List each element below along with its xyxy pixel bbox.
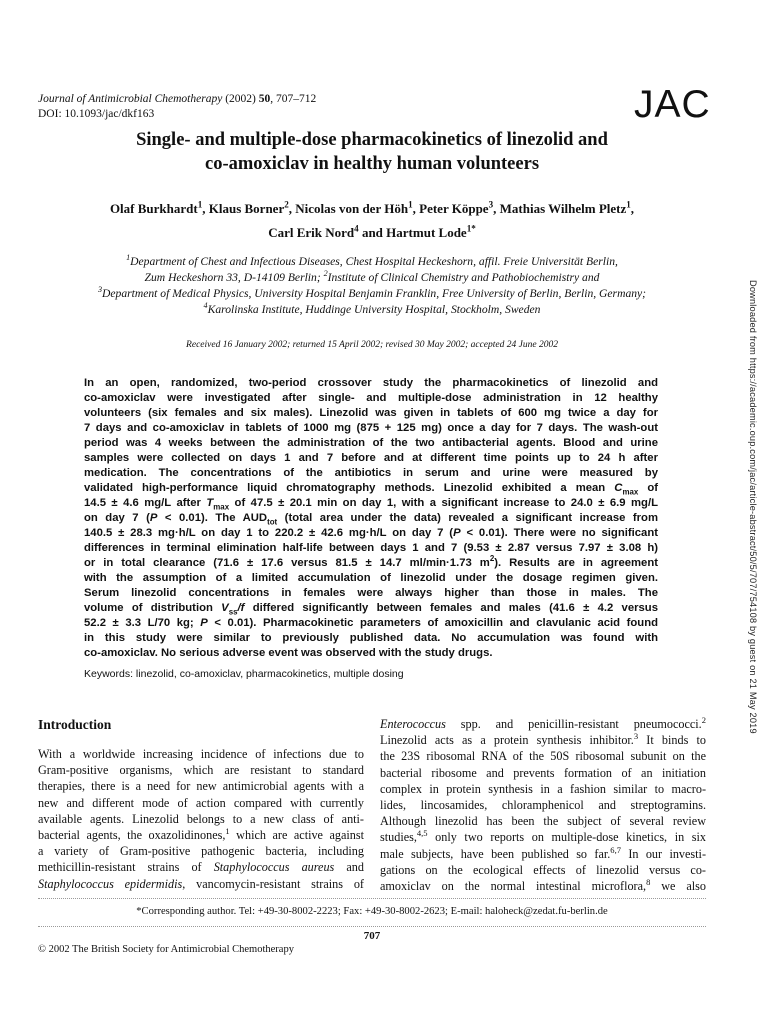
body-line: the 23S ribosomal RNA of the 50S ribosomal subunit on the — [380, 749, 706, 764]
citation-ref: 1 — [225, 825, 230, 836]
affiliation: Department of Medical Physics, University Hospital Benjamin Franklin, Free University of Berlin, Berlin, Germany; — [102, 287, 647, 300]
abstract-symbol: V — [221, 602, 229, 614]
abstract-superscript: 2 — [489, 554, 495, 564]
body-line — [380, 846, 706, 862]
author-affiliation-mark: 2 — [284, 199, 289, 210]
abstract-line — [84, 601, 658, 616]
abstract-text: ). Results are in agreement — [494, 557, 659, 569]
received-dates: Received 16 January 2002; returned 15 April 2002; revised 30 May 2002; accepted 24 June 2002 — [186, 340, 558, 350]
author: Peter Köppe — [419, 201, 489, 216]
affiliation-line — [20, 270, 724, 286]
abstract-line — [84, 616, 658, 631]
body-line: lides, lincosamides, chloramphenicol and streptogramins. — [380, 798, 706, 813]
title-line: co-amoxiclav in healthy human volunteers — [204, 154, 540, 174]
affiliation-mark: 4 — [203, 301, 208, 311]
body-text: Linezolid acts as a protein synthesis inhibitor. — [380, 733, 634, 748]
author-line: Carl Erik Nord$^4$ and Hartmut Lode$^{1*}$ — [268, 223, 476, 240]
abstract-text: validated high-performance liquid chromatography methods. Linezolid exhibited a mean — [84, 482, 606, 494]
body-line: therapies, there is a need for new antimicrobial agents with a — [38, 779, 364, 794]
journal-citation — [38, 92, 316, 122]
affiliation-mark: 3 — [97, 285, 102, 295]
abstract-line — [84, 556, 658, 571]
body-text: In our investi- — [620, 846, 706, 861]
doi: DOI: 10.1093/jac/dkf163 — [38, 108, 155, 120]
page-number: 707 — [363, 930, 381, 942]
body-line — [38, 859, 364, 875]
abstract-text: 14.5 ± 4.6 mg/L after — [84, 497, 207, 509]
abstract-line: period was 4 weeks between the administration of the two antibacterial agents. Blood and urine — [84, 437, 658, 449]
body-text: only two reports on multiple-dose kinetics, in six — [427, 830, 706, 845]
author: Carl Erik Nord — [268, 225, 355, 240]
author: Mathias Wilhelm Pletz — [499, 201, 627, 216]
author: Klaus Borner — [208, 201, 285, 216]
body-text: It binds to — [638, 733, 706, 748]
paper-title — [40, 128, 704, 176]
abstract-line — [84, 481, 658, 496]
body-text: male subjects, have been published so far. — [380, 846, 611, 861]
download-watermark: Downloaded from https://academic.oup.com/jac/article-abstract/50/5/707/754108 by guest on 21 May 2019 — [748, 280, 758, 734]
body-line: Although linezolid has been the subject of several review — [380, 814, 706, 829]
author: Hartmut Lode — [386, 225, 467, 240]
body-text: studies, — [380, 830, 417, 845]
affiliation-line — [20, 286, 724, 302]
abstract-text: differed significantly between females and males (41.6 ± 4.2 versus — [244, 602, 658, 614]
affiliations — [20, 254, 724, 318]
abstract-line: medication. The concentrations of the antibiotics in serum and urine were measured by — [84, 467, 658, 479]
abstract-text: volume of distribution — [84, 602, 222, 614]
body-line — [380, 878, 706, 894]
body-line — [380, 716, 706, 732]
journal-citation-line — [38, 92, 316, 107]
abstract-line: co-amoxiclav. No serious adverse event was observed with the study drugs. — [84, 647, 493, 659]
corresponding-author-footnote: *Corresponding author. Tel: +49-30-8002-2223; Fax: +49-30-8002-2623; E-mail: haloheck@zedat.fu-berlin.de — [136, 906, 608, 917]
species-name: Enterococcus — [380, 717, 446, 731]
jac-logo: JAC — [634, 83, 711, 126]
author: Nicolas von der Höh — [295, 201, 409, 216]
author-line: Olaf Burkhardt$^1$, Klaus Borner$^2$, Nicolas von der Höh$^1$, Peter Köppe$^3$, Mathias Wilhelm Pletz$^1$, — [109, 199, 635, 216]
abstract-line: samples were collected on days 1 and 7 before and at different time points up to 24 h after — [84, 452, 658, 464]
abstract-line: co-amoxiclav were investigated after single- and multiple-dose administration in 12 healthy — [84, 392, 658, 404]
affiliation: Institute of Clinical Chemistry and Pathobiochemistry and — [327, 271, 600, 284]
author-affiliation-mark: 1* — [466, 223, 476, 234]
body-line: new and different mode of action compared with currently — [38, 795, 364, 810]
author-affiliation-mark: 3 — [488, 199, 494, 210]
citation-ref: 2 — [701, 714, 706, 725]
body-line — [38, 876, 364, 892]
citation-ref: 8 — [646, 876, 651, 887]
copyright: © 2002 The British Society for Antimicrobial Chemotherapy — [38, 944, 294, 955]
body-text: which are active against — [229, 828, 365, 843]
abstract-text: 140.5 ± 28.3 mg·h/L on day 1 to 220.2 ± 42.6 mg·h/L on day 7 ( — [84, 527, 454, 539]
abstract-line — [84, 511, 658, 526]
abstract-line: differences in terminal elimination half-life between days 1 and 7 (9.53 ± 2.87 versus 7.97 ± 3.08 h) — [84, 542, 658, 554]
affiliation-line — [20, 302, 724, 318]
body-text: methicillin-resistant strains of — [38, 860, 214, 875]
body-line: gations on the ecological effects of linezolid versus co- — [380, 862, 706, 877]
journal-pages: , 707–712 — [270, 93, 317, 105]
body-line — [380, 829, 706, 845]
body-text: amoxiclav on the normal intestinal microflora, — [380, 879, 647, 894]
abstract-text: < 0.01). The AUD — [157, 512, 268, 524]
author: Olaf Burkhardt — [109, 201, 198, 216]
abstract-subscript: max — [622, 487, 639, 497]
author-affiliation-mark: 1 — [197, 199, 203, 210]
abstract-text: on day 7 ( — [84, 512, 150, 524]
abstract-symbol: T — [206, 497, 214, 509]
abstract-text: of — [638, 482, 658, 494]
abstract-subscript: ss — [228, 607, 238, 617]
body-text: we also — [650, 879, 706, 894]
journal-year: (2002) — [225, 93, 256, 105]
abstract-symbol: P — [453, 527, 461, 539]
abstract-subscript: max — [213, 502, 230, 512]
abstract-line: In an open, randomized, two-period crossover study the pharmacokinetics of linezolid and — [84, 377, 658, 389]
abstract-line: in this study were similar to previously published data. No accumulation was found with — [84, 632, 658, 644]
abstract — [84, 376, 658, 661]
journal-volume: 50 — [258, 93, 271, 105]
body-text: and — [334, 860, 364, 875]
keywords: Keywords: linezolid, co-amoxiclav, pharmacokinetics, multiple dosing — [84, 668, 404, 680]
body-column-right — [380, 716, 706, 894]
body-text: , vancomycin-resistant strains of — [182, 876, 364, 891]
abstract-text: or in total clearance (71.6 ± 17.6 versus 81.5 ± 14.7 ml/min·1.73 m — [84, 557, 490, 569]
species-name: Staphylococcus aureus — [213, 860, 335, 875]
body-line — [38, 827, 364, 843]
abstract-text: (total area under the data) revealed a significant increase from — [277, 512, 658, 524]
title-line: Single- and multiple-dose pharmacokinetics of linezolid and — [136, 130, 608, 150]
body-line: available agents. Linezolid belongs to a new class of anti- — [38, 811, 364, 826]
body-line: a variety of Gram-positive pathogenic bacteria, including — [38, 844, 364, 859]
abstract-text: of 47.5 ± 20.1 min on day 1, with a significant increase to 24.0 ± 6.9 mg/L — [229, 497, 658, 509]
author-affiliation-mark: 4 — [354, 223, 359, 234]
body-column-left — [38, 746, 364, 892]
affiliation: Department of Chest and Infectious Diseases, Chest Hospital Heckeshorn, affil. Freie Universität Berlin, — [130, 255, 618, 268]
body-line: Gram-positive organisms, which are resistant to standard — [38, 763, 364, 778]
body-text: spp. and penicillin-resistant pneumococci. — [445, 717, 702, 731]
body-line: complex in protein synthesis in a fashion similar to macro- — [380, 781, 706, 796]
species-name: Staphylococcus epidermidis — [38, 876, 183, 891]
body-text: bacterial agents, the oxazolidinones, — [38, 828, 226, 843]
citation-ref: 6,7 — [610, 844, 621, 855]
citation-ref: 4,5 — [416, 828, 428, 839]
body-line: With a worldwide increasing incidence of infections due to — [38, 747, 364, 761]
abstract-symbol: P — [200, 617, 208, 629]
body-line — [380, 732, 706, 748]
journal-name: Journal of Antimicrobial Chemotherapy — [38, 93, 223, 105]
affiliation-mark: 1 — [126, 253, 131, 263]
abstract-line — [84, 526, 658, 541]
affiliation-mark: 2 — [323, 269, 328, 279]
abstract-text: < 0.01). Pharmacokinetic parameters of amoxicillin and clavulanic acid found — [207, 617, 658, 629]
footnote-divider — [38, 898, 706, 899]
abstract-text: 52.2 ± 3.3 L/70 kg; — [84, 617, 201, 629]
citation-ref: 3 — [633, 731, 639, 742]
section-heading-introduction: Introduction — [38, 717, 112, 732]
footer-divider — [38, 926, 706, 927]
author-affiliation-mark: 1 — [626, 199, 631, 210]
affiliation: Zum Heckeshorn 33, D-14109 Berlin; — [144, 271, 321, 284]
author-affiliation-mark: 1 — [408, 199, 413, 210]
abstract-line — [84, 496, 658, 511]
abstract-line: Serum linezolid concentrations in females were always higher than those in males. The — [84, 587, 658, 599]
affiliation: Karolinska Institute, Huddinge University Hospital, Stockholm, Sweden — [207, 303, 541, 316]
abstract-symbol: /f — [237, 602, 245, 614]
abstract-text: < 0.01). There were no significant — [460, 527, 658, 539]
abstract-subscript: tot — [267, 517, 278, 527]
abstract-symbol: P — [149, 512, 158, 524]
abstract-line: with the assumption of a limited accumulation of linezolid under the dosage regimen given. — [84, 572, 658, 584]
abstract-symbol: C — [614, 482, 623, 494]
abstract-line: volunteers (six females and six males). Linezolid was given in tablets of 600 mg twice a day for — [84, 407, 658, 419]
author-list — [40, 197, 704, 245]
body-line: bacterial ribosome and prevents formation of an initiation — [380, 765, 706, 780]
abstract-line: 7 days and co-amoxiclav in tablets of 1000 mg (875 + 125 mg) once a day for 7 days. The wash-out — [84, 422, 658, 434]
affiliation-line — [20, 254, 724, 270]
